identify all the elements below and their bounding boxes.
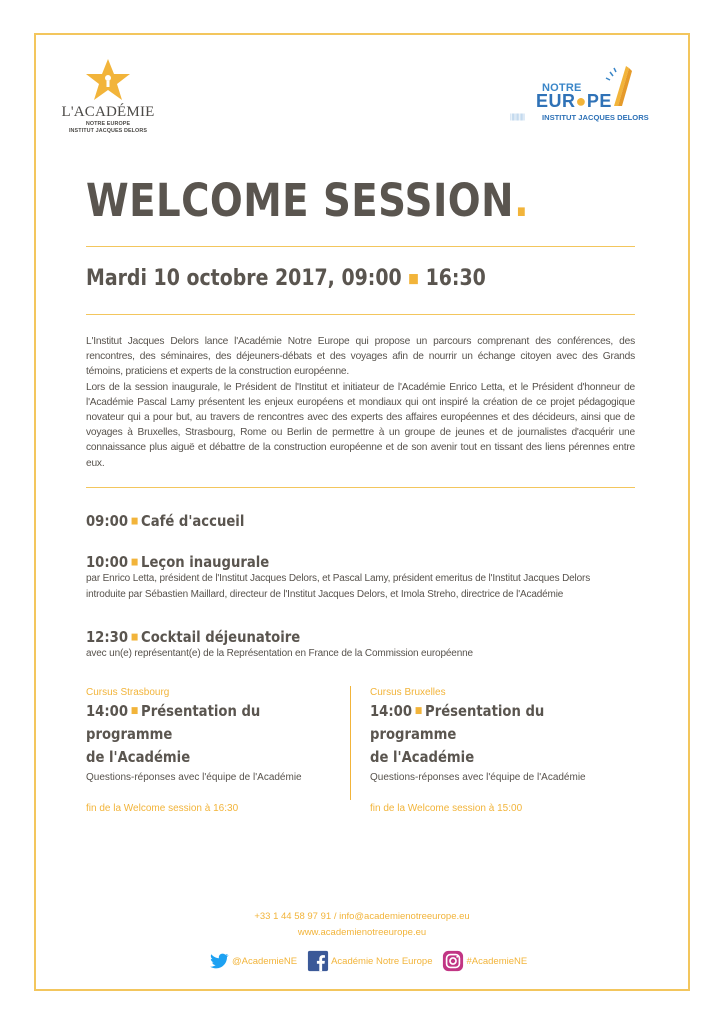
instagram-handle[interactable]: #AcademieNE [466,955,528,967]
notre-europe-logo [508,62,660,128]
program-item-2 [86,553,590,603]
program-item-heading: 10:00 ■ Leçon inaugurale [86,553,270,571]
footer-website[interactable]: www.academienotreeurope.eu [297,927,427,938]
logo-name: L'ACADÉMIE [61,104,155,120]
date-start: Mardi 10 octobre 2017, 09:00 [86,266,402,291]
cursus-label: Cursus Strasbourg [86,687,170,698]
intro-paragraph-2: Lors de la session inaugurale, le Président de l'Institut et initiateur de l'Académie Enrico Letta, et le Président d'honneur de l'Académie Pascal Lamy présentent les enjeux européens et mondiaux qui ont inspiré la création de ce projet pédagogique novateur qui a pour but, au travers de rencontres avec des experts des affaires européennes et des décideurs, ainsi que de voyages à Bruxelles, Strasbourg, Rome ou Berlin de permettre à un groupe de jeunes et de journalistes d'acquérir une connaissance plus aiguë et débattre de la construction européenne et de son avenir tout en tissant des liens pérennes entre eux. [86,381,635,469]
divider-1 [86,246,635,247]
instagram-icon[interactable] [442,950,464,972]
cursus-bruxelles [370,686,620,816]
logo-institut: INSTITUT JACQUES DELORS [542,113,649,122]
program-item-desc: par Enrico Letta, président de l'Institut Jacques Delors, et Pascal Lamy, président emeritus de l'Institut Jacques Delors [86,573,591,584]
program-item-desc: avec un(e) représentant(e) de la Représentation en France de la Commission européenne [86,648,473,659]
event-date [86,266,486,291]
program-item-heading: 09:00 ■ Café d'accueil [86,512,245,530]
twitter-icon[interactable] [208,950,230,972]
cursus-desc: Questions-réponses avec l'équipe de l'Académie [370,772,586,783]
logo-europe [536,91,612,112]
logo-subtitle-2: INSTITUT JACQUES DELORS [68,128,148,134]
divider-3 [86,487,635,488]
academie-logo [56,58,160,135]
divider-2 [86,314,635,315]
intro-paragraph-1: L'Institut Jacques Delors lance l'Académie Notre Europe qui propose un parcours comprenant des conférences, des rencontres, des séminaires, des déjeuners-débats et des voyages afin de nourrir un échange citoyen avec des Grands témoins, praticiens et experts de la construction européenne. [86,336,635,378]
twitter-handle[interactable]: @AcademieNE [232,955,298,967]
cursus-heading: 14:00 ■ Présentation du programme de l'Académie [86,702,261,766]
cursus-end: fin de la Welcome session à 15:00 [370,803,523,814]
logo-subtitle-1: NOTRE EUROPE [85,121,131,127]
cursus-strasbourg [86,686,336,816]
title-text: WELCOME SESSION [86,174,514,227]
facebook-icon[interactable] [307,950,329,972]
logo-europe-a: EUR [536,91,576,111]
program-item-3 [86,628,473,662]
program-item-desc: introduite par Sébastien Maillard, directeur de l'Institut Jacques Delors, et Imola Streho, directrice de l'Académie [86,589,564,600]
star-icon [83,58,133,102]
cursus-label: Cursus Bruxelles [370,687,446,698]
cursus-heading: 14:00 ■ Présentation du programme de l'Académie [370,702,545,766]
logo-europe-b: PE [586,91,612,111]
program-item-heading: 12:30 ■ Cocktail déjeunatoire [86,628,301,646]
logo-notre: NOTRE [542,82,582,94]
cursus-end: fin de la Welcome session à 16:30 [86,803,239,814]
program-item-1 [86,512,266,530]
social-links [208,950,537,972]
facebook-page[interactable]: Académie Notre Europe [331,955,433,967]
logo-bars: ||||||||||| [510,114,525,121]
logo-dot: ● [575,91,587,111]
intro-text [86,334,635,471]
column-divider [350,686,351,800]
page-title [86,174,529,227]
cursus-desc: Questions-réponses avec l'équipe de l'Académie [86,772,302,783]
bullet: ■ [408,271,419,287]
footer-contact[interactable]: +33 1 44 58 97 91 / info@academienotreeurope.eu [254,911,470,922]
date-end: 16:30 [425,266,486,291]
title-dot: . [513,174,530,227]
